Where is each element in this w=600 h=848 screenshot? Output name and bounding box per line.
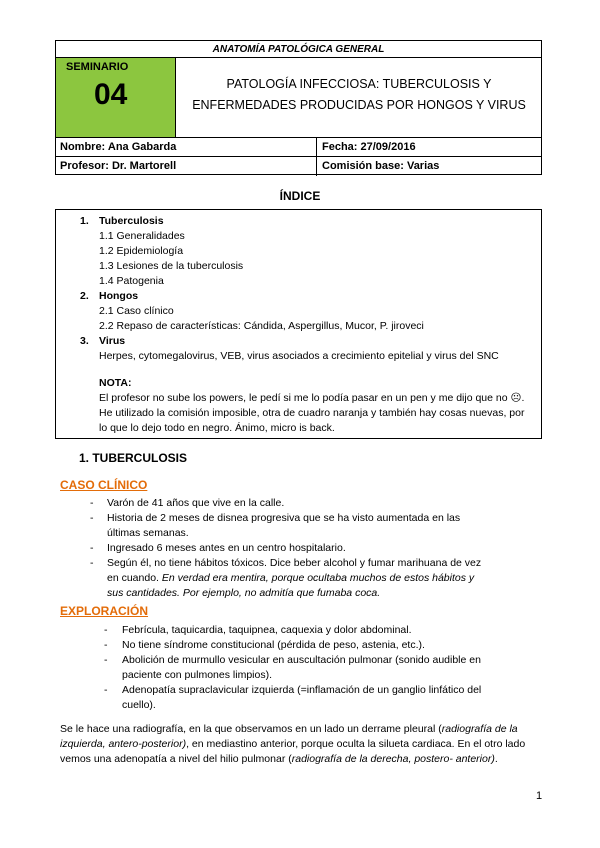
paragraph-line	[60, 737, 525, 752]
exam-item-cont: cuello).	[122, 699, 156, 711]
index-subitem: 1.2 Epidemiología	[99, 245, 184, 257]
index-item-hongos: Hongos	[99, 290, 139, 302]
index-subitem: 1.3 Lesiones de la tuberculosis	[99, 260, 244, 272]
bullet: -	[90, 497, 94, 509]
paragraph-line	[60, 722, 518, 737]
seminar-label: SEMINARIO	[66, 61, 129, 73]
index-subitem: Herpes, cytomegalovirus, VEB, virus asociados a crecimiento epitelial y virus del SNC	[99, 350, 499, 362]
note-label: NOTA:	[99, 377, 132, 389]
index-item-num: 3.	[80, 335, 89, 347]
case-item-cont	[107, 571, 474, 586]
index-item-num: 2.	[80, 290, 89, 302]
index-subitem: 2.1 Caso clínico	[99, 305, 174, 317]
course-title: ANATOMÍA PATOLÓGICA GENERAL	[56, 41, 541, 58]
para-italic: radiografía de la derecha, postero- anterior)	[291, 753, 495, 765]
note-line: He utilizado la comisión imposible, otra de cuadro naranja y también hay cosas nuevas, por	[99, 407, 525, 419]
title-line-2: ENFERMEDADES PRODUCIDAS POR HONGOS Y VIRUS	[192, 98, 526, 112]
bullet: -	[90, 557, 94, 569]
exam-item: Adenopatía supraclavicular izquierda (=inflamación de un ganglio linfático del	[122, 684, 482, 696]
index-item-num: 1.	[80, 215, 89, 227]
exam-item: Febrícula, taquicardia, taquipnea, caquexia y dolor abdominal.	[122, 624, 412, 636]
para-text: Se le hace una radiografía, en la que observamos en un lado un derrame pleural (	[60, 723, 442, 735]
divider	[316, 138, 317, 176]
index-box	[55, 209, 542, 439]
bullet: -	[104, 624, 108, 636]
index-subitem: 1.4 Patogenia	[99, 275, 164, 287]
date-field: Fecha: 27/09/2016	[322, 141, 416, 153]
bullet: -	[90, 542, 94, 554]
seminar-number: 04	[94, 78, 128, 111]
para-text: .	[494, 753, 498, 765]
exam-title: EXPLORACIÓN	[60, 604, 149, 618]
bullet: -	[104, 684, 108, 696]
para-text: vemos una adenopatía a nivel del hilio pulmonar (	[60, 753, 292, 765]
case-item: Ingresado 6 meses antes en un centro hospitalario.	[107, 542, 346, 554]
seminar-title	[177, 58, 541, 138]
index-item-virus: Virus	[99, 335, 126, 347]
case-item: Varón de 41 años que vive en la calle.	[107, 497, 285, 509]
para-text: , en mediastino anterior, porque oculta la silueta cardiaca. En el otro lado	[186, 738, 526, 750]
case-item: Historia de 2 meses de disnea progresiva que se ha visto aumentada en las	[107, 512, 461, 524]
index-subitem: 1.1 Generalidades	[99, 230, 185, 242]
case-item-cont: últimas semanas.	[107, 527, 189, 539]
exam-item: Abolición de murmullo vesicular en auscultación pulmonar (sonido audible en	[122, 654, 481, 666]
case-cont-italic: En verdad era mentira, porque ocultaba muchos de estos hábitos y	[158, 572, 475, 584]
commission-field: Comisión base: Varias	[322, 160, 440, 172]
note-line: El profesor no sube los powers, le pedí si me lo podía pasar en un pen y me dijo que no ☹.	[99, 392, 525, 404]
bullet: -	[104, 654, 108, 666]
paragraph-line	[60, 752, 498, 767]
professor-field: Profesor: Dr. Martorell	[60, 160, 177, 172]
seminar-box	[56, 58, 176, 138]
bullet: -	[90, 512, 94, 524]
exam-item-cont: paciente con pulmones limpios).	[122, 669, 272, 681]
student-name: Nombre: Ana Gabarda	[60, 141, 177, 153]
note-line: lo que lo dejo todo en negro. Ánimo, micro is back.	[99, 422, 335, 434]
case-item: Según él, no tiene hábitos tóxicos. Dice beber alcohol y fumar marihuana de vez	[107, 557, 482, 569]
case-cont-normal: en cuando.	[107, 572, 159, 584]
para-italic: izquierda, antero-posterior)	[60, 738, 187, 750]
page-number: 1	[536, 790, 543, 802]
section-heading: 1. TUBERCULOSIS	[79, 451, 188, 465]
index-heading: ÍNDICE	[279, 189, 321, 203]
case-title: CASO CLÍNICO	[60, 478, 148, 492]
title-line-1: PATOLOGÍA INFECCIOSA: TUBERCULOSIS Y	[226, 77, 492, 91]
para-italic: radiografía de la	[441, 723, 518, 735]
header-table	[55, 40, 542, 175]
exam-item: No tiene síndrome constitucional (pérdida de peso, astenia, etc.).	[122, 639, 425, 651]
bullet: -	[104, 639, 108, 651]
index-item-tuberculosis: Tuberculosis	[99, 215, 164, 227]
index-subitem: 2.2 Repaso de características: Cándida, Aspergillus, Mucor, P. jiroveci	[99, 320, 424, 332]
case-cont-italic: sus cantidades. Por ejemplo, no admitía que fumaba coca.	[107, 587, 381, 599]
